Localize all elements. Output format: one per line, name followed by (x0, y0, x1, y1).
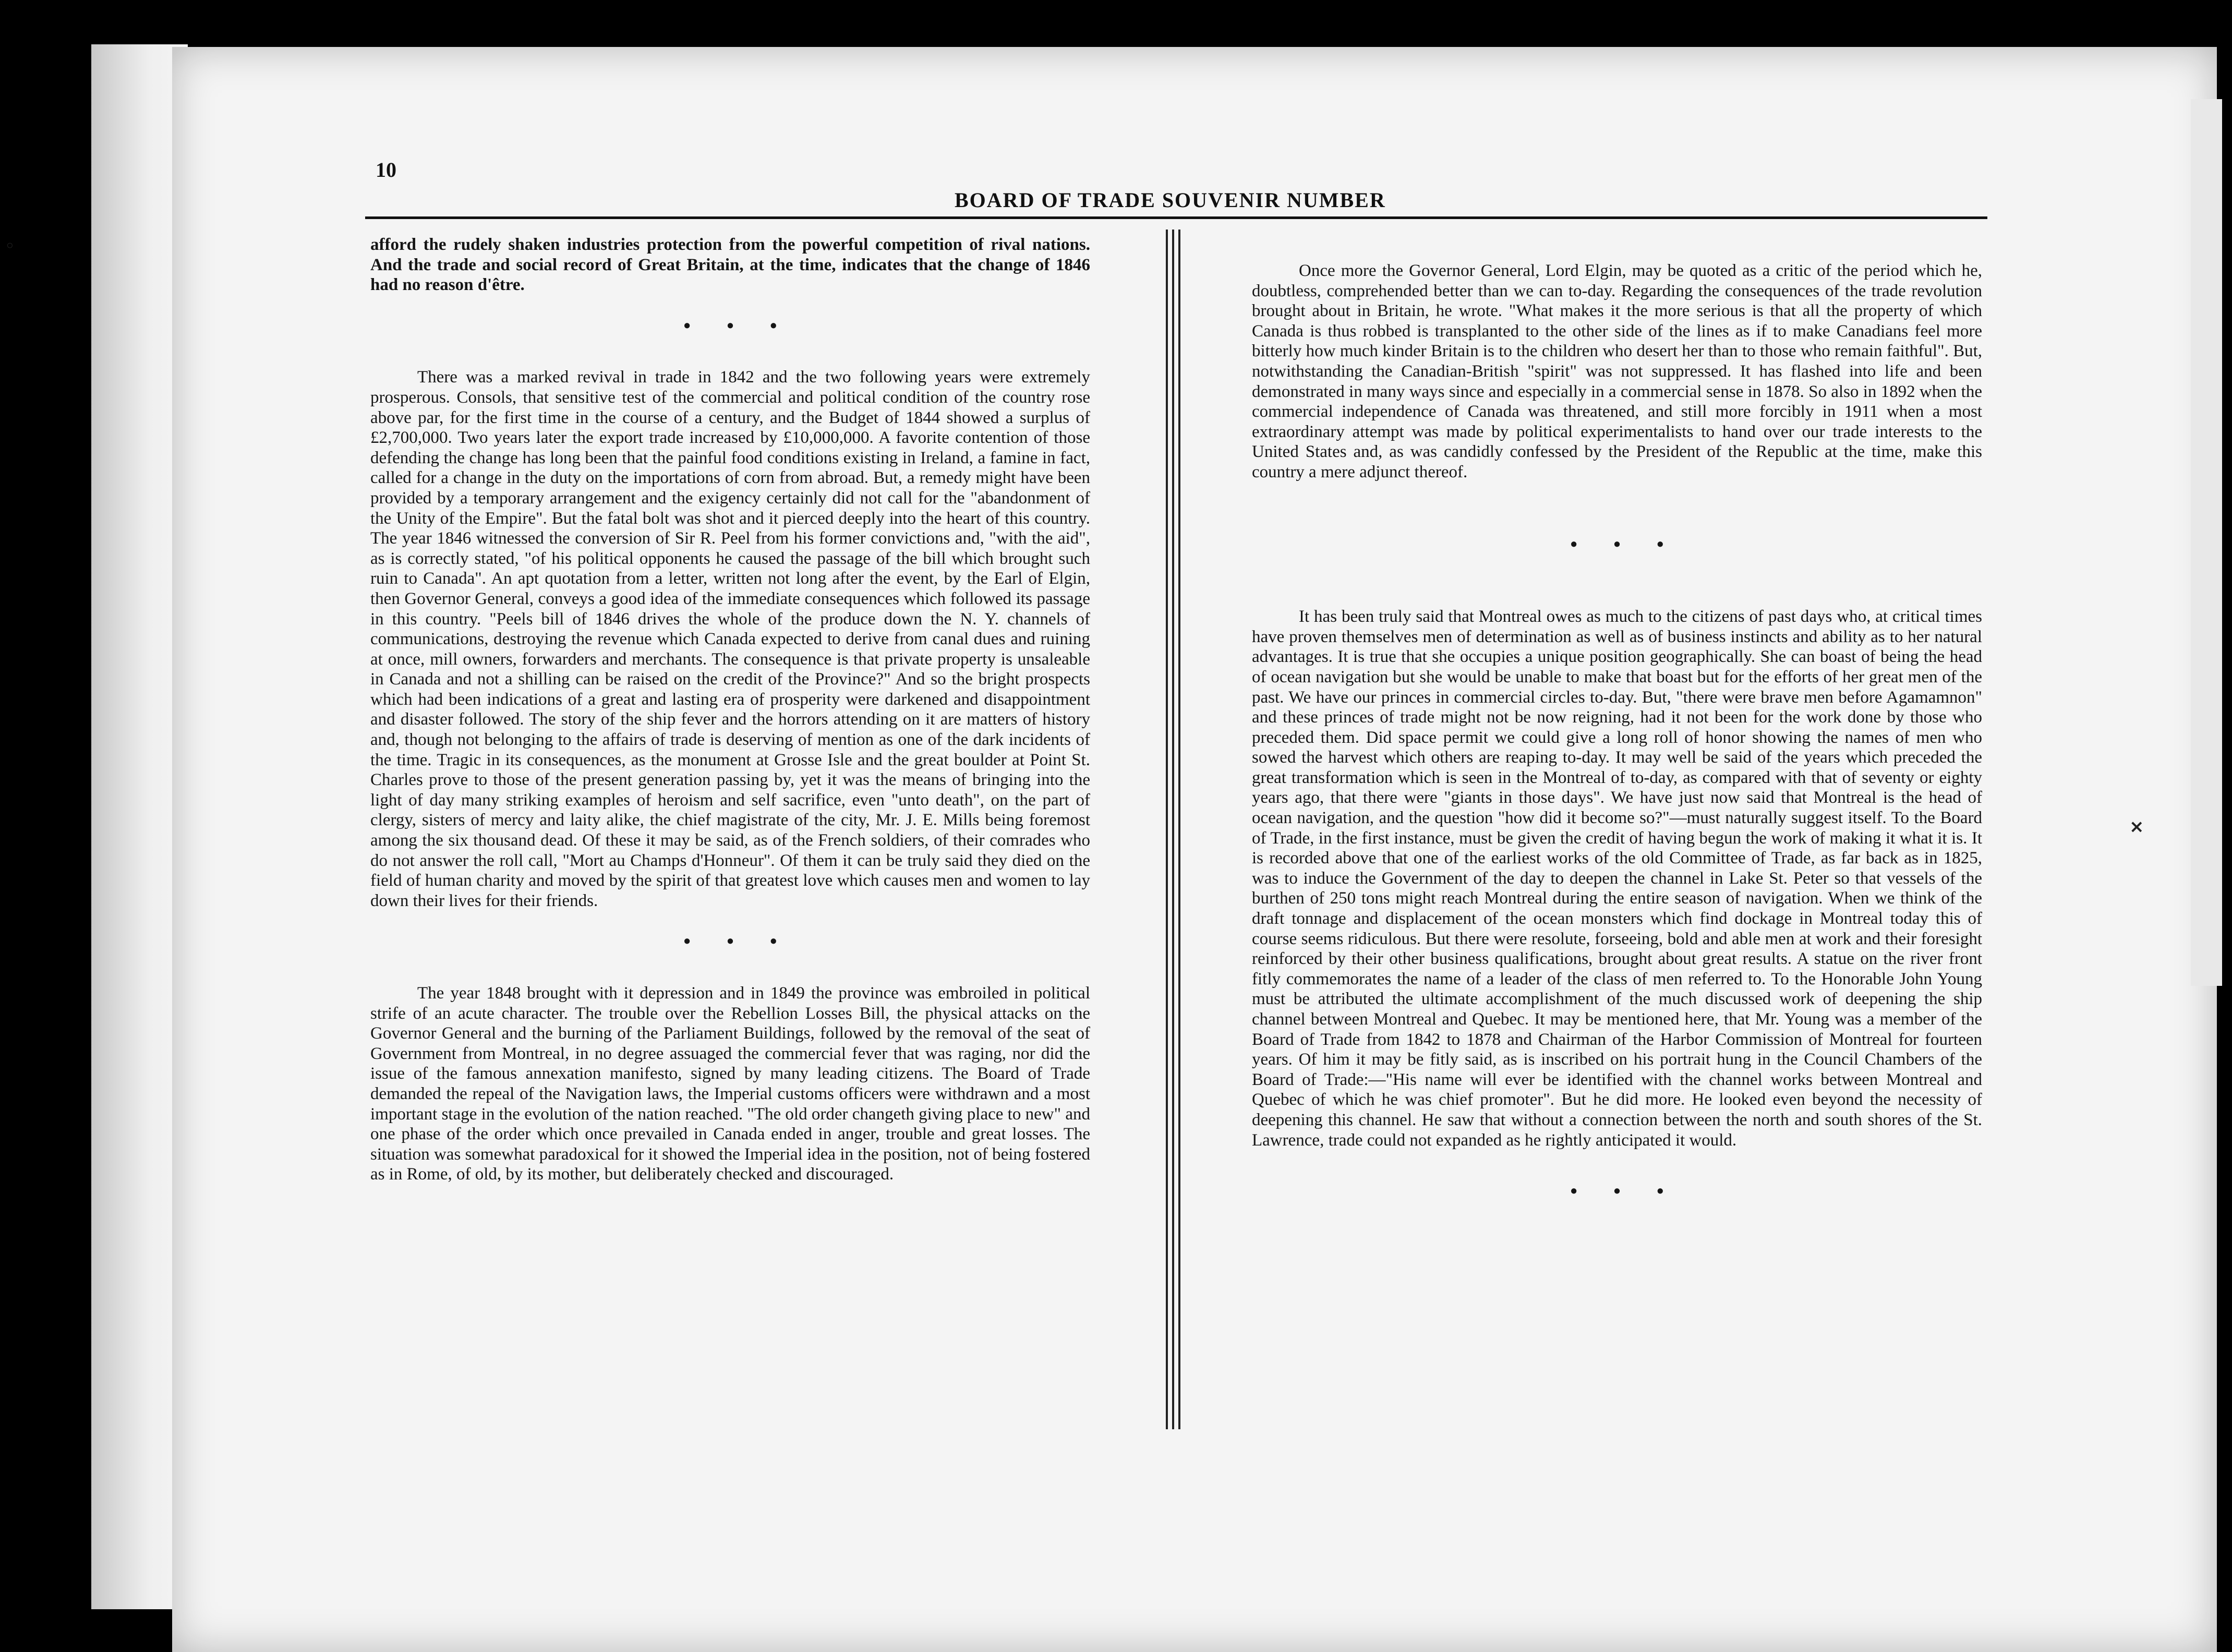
paragraph: Once more the Governor General, Lord Elgin, may be quoted as a critic of the period which he, doubtless, comprehended better than we can to-day. Regarding the consequences of the trade revolution brought about in Britain, he wrote. "What makes it the more serious is that all the property of which Canada is thus robbed is transplanted to the other side of the lines as if to make Canadians feel more bitterly how much kinder Britain is to the children who desert her than to those who remain faithful". But, notwithstanding the Canadian-British "spirit" was not suppressed. It has flashed into life and been demonstrated in many ways since and especially in a commercial sense in 1878. So also in 1892 when the commercial independence of Canada was threatened, and still more forcibly in 1911 when a most extraordinary attempt was made by political experimentalists to hand over our trade interests to the United States and, as was candidly confessed by the President of the Republic at the time, make this country a mere adjunct thereof. (1252, 261, 1982, 481)
column-divider (1166, 230, 1181, 1429)
paragraph: There was a marked revival in trade in 1842 and the two following years were extremely prosperous. Consols, that sensitive test of the commercial and political condition of the country rose above par, for the first time in the course of a century, and the Budget of 1844 showed a surplus of £2,700,000. Two years later the export trade increased by £10,000,000. A favorite contention of those defending the change has long been that the painful food conditions existing in Ireland, a famine in fact, called for a change in the duty on the importations of corn from abroad. But, a remedy might have been provided by a temporary arrangement and the exigency certainly did not call for the "abandonment of the Unity of the Empire". But the fatal bolt was shot and it pierced deeply into the heart of this country. The year 1846 witnessed the conversion of Sir R. Peel from his former convictions and, "with the aid", as is correctly stated, "of his political opponents he caused the passage of the bill which brought such ruin to Canada". An apt quotation from a letter, written not long after the event, by the Earl of Elgin, then Governor General, conveys a good idea of the immediate consequences which followed its passage in this country. "Peels bill of 1846 drives the whole of the produce down the N. Y. channels of communications, destroying the revenue which Canada expected to derive from canal dues and ruining at once, mill owners, forwarders and merchants. The consequence is that private property is unsaleable in Canada and not a shilling can be raised on the credit of the Province?" And so the bright prospects which had been indications of a great and lasting era of prosperity were darkened and disappointment and disaster followed. The story of the ship fever and the horrors attending on it are matters of history and, though not belonging to the affairs of trade is deserving of mention as one of the dark incidents of the time. Tragic in its consequences, as the monument at Grosse Isle and the great boulder at Point St. Charles prove to those of the present generation passing by, yet it was the means of bringing into the light of day many striking examples of heroism and self sacrifice, even "unto death", on the part of clergy, sisters of mercy and laity alike, the chief magistrate of the city, Mr. J. E. Mills being foremost among the six thousand dead. Of these it may be said, as of the French soldiers, of their comrades who do not answer the roll call, "Mort au Champs d'Honneur". Of them it can be truly said they died on the field of human charity and moved by the spirit of that greatest love which causes men and women to lay down their lives for their friends. (370, 368, 1090, 910)
scan-margin-mark-left: ◦ (5, 237, 15, 255)
section-separator: • • • (683, 931, 793, 953)
scan-margin-mark-right: × (2129, 816, 2144, 837)
next-page-edge (2191, 99, 2222, 986)
page-number: 10 (376, 158, 396, 182)
section-separator: • • • (683, 315, 793, 337)
section-separator: • • • (1570, 533, 1680, 556)
paragraph: It has been truly said that Montreal owes as much to the citizens of past days who, at critical times have proven themselves men of determination as well as of business instincts and ability as to her natural advantages. It is true that she occupies a unique position geographically. She can boast of being the head of ocean navigation but she would be unable to make that boast but for the efforts of her great men of the past. We have our princes in commercial circles to-day. But, "there were brave men before Agamamnon" and these princes of trade might not be now reigning, had it not been for the work done by those who preceded them. Did space permit we could give a long roll of honor showing the names of men who sowed the harvest which others are reaping to-day. It may well be said of the years which preceded the great transformation which is seen in the Montreal of to-day, as compared with that of seventy or eighty years ago, that there were "giants in those days". We have just now said that Montreal is the head of ocean navigation, and the question "how did it become so?"—must naturally suggest itself. To the Board of Trade, in the first instance, must be given the credit of having begun the work of making it what it is. It is recorded above that one of the earliest works of the old Committee of Trade, as far back as in 1825, was to induce the Government of the day to deepen the channel in Lake St. Peter so that vessels of the burthen of 250 tons might reach Montreal during the entire season of navigation. When we think of the draft tonnage and displacement of the ocean monsters which find dockage in Montreal today this of course seems ridiculous. But there were resolute, forseeing, bold and able men at work and their foresight reinforced by their other business qualifications, brought about great results. A statue on the river front fitly commemorates the name of a leader of the class of men referred to. To the Honorable John Young must be attributed the ultimate accomplishment of the much discussed work of deepening the ship channel between Montreal and Quebec. It may be mentioned here, that Mr. Young was a member of the Board of Trade from 1842 to 1878 and Chairman of the Harbor Commission of Montreal for fourteen years. Of him it may be fitly said, as is inscribed on his portrait hung in the Council Chambers of the Board of Trade:—"His name will ever be identified with the channel works between Montreal and Quebec of which he was chief promoter". But he did more. He looked even beyond the necessity of deepening this channel. He saw that without a connection between the north and south shores of the St. Lawrence, trade could not expanded as he rightly anticipated it would. (1252, 607, 1982, 1150)
running-head: BOARD OF TRADE SOUVENIR NUMBER (955, 188, 1386, 212)
paragraph: The year 1848 brought with it depression and in 1849 the province was embroiled in political strife of an acute character. The trouble over the Rebellion Losses Bill, the physical attacks on the Governor General and the burning of the Parliament Buildings, followed by the removal of the seat of Government from Montreal, in no degree assuaged the commercial fever that was raging, nor did the issue of the famous annexation manifesto, signed by many leading citizens. The Board of Trade demanded the repeal of the Navigation laws, the Imperial customs officers were withdrawn and a most important stage in the evolution of the nation reached. "The old order changeth giving place to new" and one phase of the order which once prevailed in Canada ended in anger, trouble and great losses. The situation was somewhat paradoxical for it showed the Imperial idea in the position, not of being fostered as in Rome, of old, by its mother, but deliberately checked and discouraged. (370, 984, 1090, 1184)
paragraph (370, 235, 1090, 295)
section-separator: • • • (1570, 1180, 1680, 1203)
header-rule (365, 216, 1987, 219)
left-column (370, 235, 1090, 1185)
right-column (1252, 261, 1982, 1202)
emphasis-text: reason d'être. (425, 275, 525, 295)
paragraph-text: afford the rudely shaken industries protection from the powerful competition of rival nations. And the trade and social record of Great Britain, at the time, indicates that the change of 1846 had no (370, 235, 1090, 295)
